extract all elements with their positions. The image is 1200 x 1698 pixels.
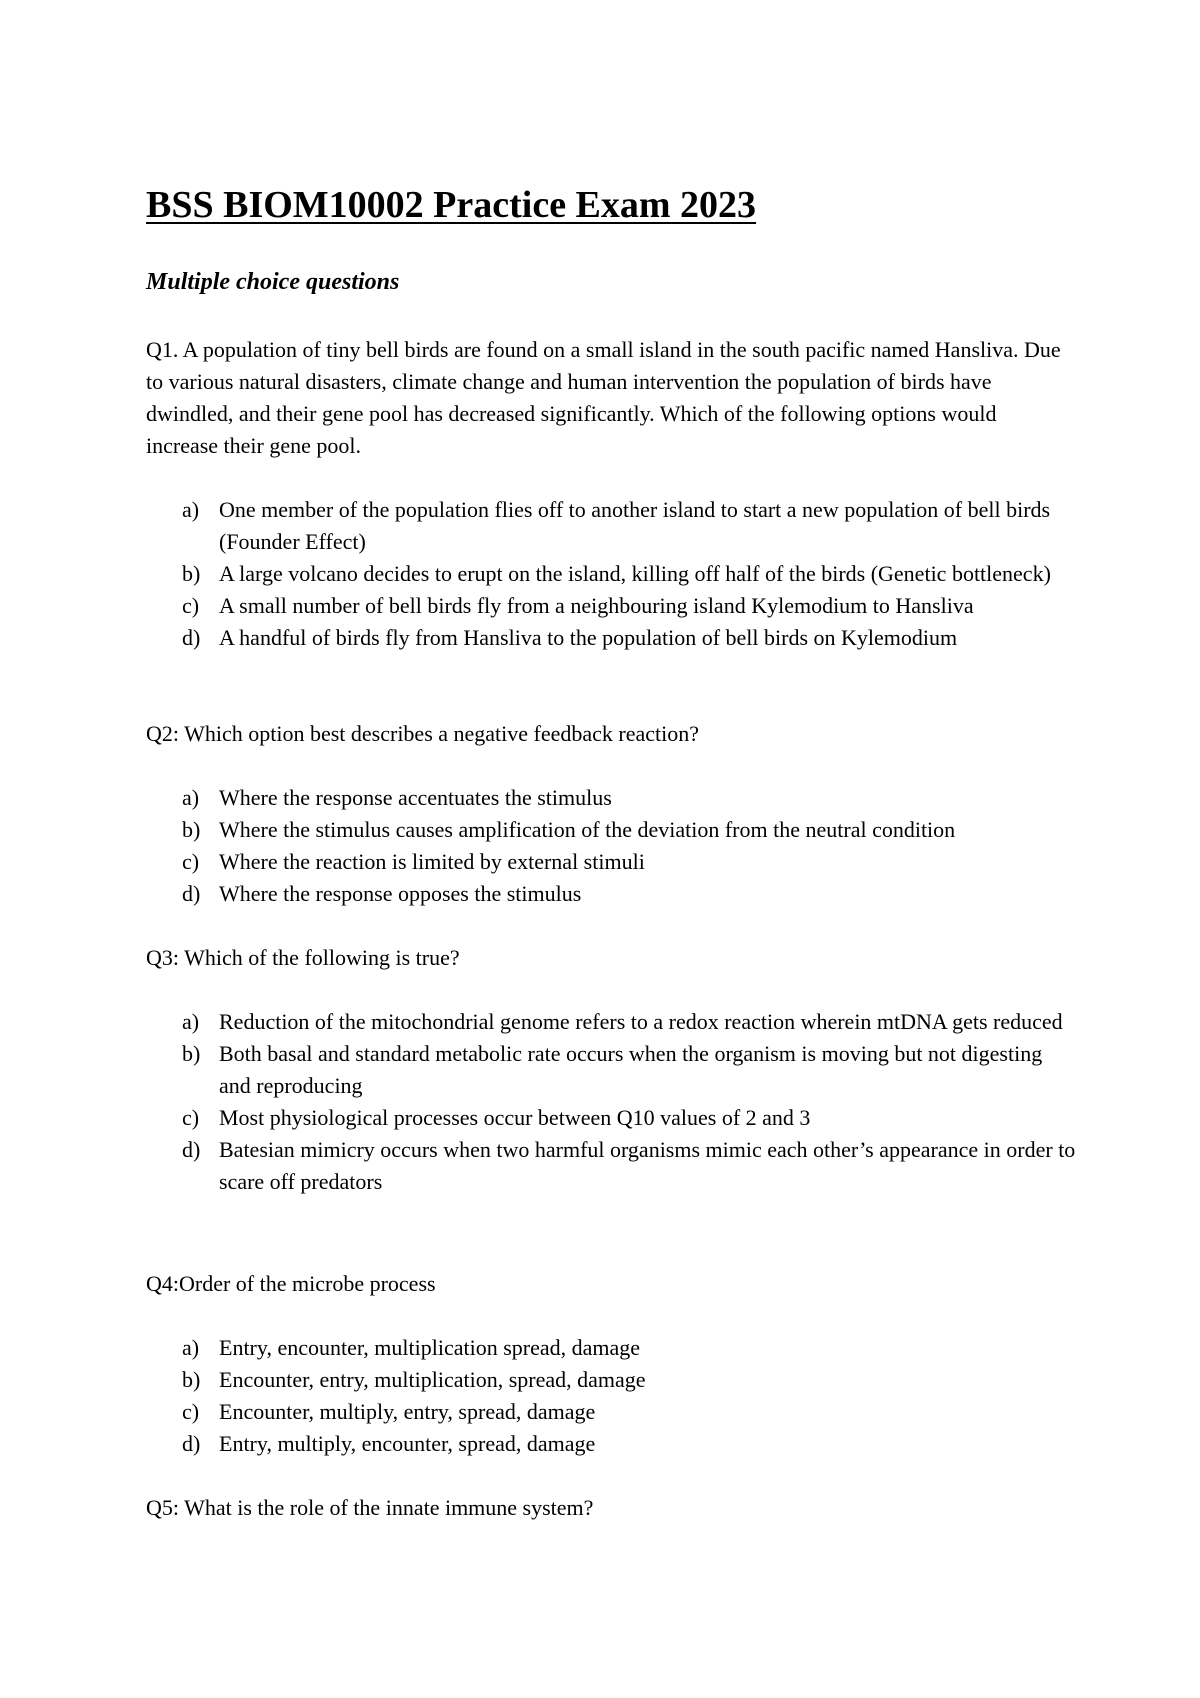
option-letter: a) <box>182 1335 200 1360</box>
option-letter: d) <box>182 881 201 906</box>
option-item <box>146 590 1076 622</box>
option-letter: d) <box>182 1431 201 1456</box>
option-item <box>146 1396 1076 1428</box>
question-1-options <box>146 494 1076 654</box>
option-text: Batesian mimicry occurs when two harmful organisms mimic each other’s appearance in order to scare off predators <box>219 1137 1076 1194</box>
section-heading: Multiple choice questions <box>146 269 400 295</box>
question-3-text: Q3: Which of the following is true? <box>146 945 460 970</box>
option-text: A small number of bell birds fly from a neighbouring island Kylemodium to Hansliva <box>219 593 974 618</box>
option-letter: a) <box>182 1009 200 1034</box>
option-letter: c) <box>182 849 200 874</box>
option-item <box>146 558 1076 590</box>
question-5-text: Q5: What is the role of the innate immune system? <box>146 1495 594 1520</box>
option-item <box>146 622 1076 654</box>
option-letter: c) <box>182 593 200 618</box>
option-letter: d) <box>182 625 201 650</box>
question-3-options <box>146 1006 1076 1198</box>
option-text: Entry, multiply, encounter, spread, damage <box>219 1431 596 1456</box>
option-text: Where the response opposes the stimulus <box>219 881 582 906</box>
question-2-options <box>146 782 1076 910</box>
question-4-text: Q4:Order of the microbe process <box>146 1271 436 1296</box>
document-title: BSS BIOM10002 Practice Exam 2023 <box>146 184 757 226</box>
option-text: Entry, encounter, multiplication spread, damage <box>219 1335 641 1360</box>
option-text: Both basal and standard metabolic rate occurs when the organism is moving but not digesting and reproducing <box>219 1041 1043 1098</box>
option-letter: c) <box>182 1399 200 1424</box>
option-text: Encounter, entry, multiplication, spread, damage <box>219 1367 646 1392</box>
option-text: Encounter, multiply, entry, spread, damage <box>219 1399 596 1424</box>
option-item <box>146 1332 1076 1364</box>
option-item <box>146 878 1076 910</box>
option-item <box>146 494 1076 558</box>
option-item <box>146 1134 1076 1198</box>
option-text: Where the stimulus causes amplification of the deviation from the neutral condition <box>219 817 956 842</box>
option-letter: d) <box>182 1137 201 1162</box>
option-item <box>146 1038 1076 1102</box>
option-text: Most physiological processes occur between Q10 values of 2 and 3 <box>219 1105 811 1130</box>
option-letter: a) <box>182 497 200 522</box>
question-1-text: Q1. A population of tiny bell birds are found on a small island in the south pacific named Hansliva. Due to various natural disasters, climate change and human intervention the population of birds have dwindled, and their gene pool has decreased significantly. Which of the following options would increase their gene pool. <box>146 337 1061 458</box>
option-item <box>146 814 1076 846</box>
option-item <box>146 1102 1076 1134</box>
option-letter: b) <box>182 817 201 842</box>
option-letter: a) <box>182 785 200 810</box>
option-text: A handful of birds fly from Hansliva to the population of bell birds on Kylemodium <box>219 625 958 650</box>
question-4-options <box>146 1332 1076 1460</box>
option-item <box>146 1428 1076 1460</box>
option-text: One member of the population flies off to another island to start a new population of bell birds (Founder Effect) <box>219 497 1051 554</box>
option-text: Where the response accentuates the stimulus <box>219 785 612 810</box>
option-item <box>146 1364 1076 1396</box>
option-text: Where the reaction is limited by external stimuli <box>219 849 645 874</box>
option-text: Reduction of the mitochondrial genome refers to a redox reaction wherein mtDNA gets reduced <box>219 1009 1063 1034</box>
option-item <box>146 1006 1076 1038</box>
option-letter: b) <box>182 1367 201 1392</box>
option-text: A large volcano decides to erupt on the island, killing off half of the birds (Genetic bottleneck) <box>219 561 1051 586</box>
option-letter: b) <box>182 1041 201 1066</box>
option-item <box>146 846 1076 878</box>
option-letter: c) <box>182 1105 200 1130</box>
option-item <box>146 782 1076 814</box>
option-letter: b) <box>182 561 201 586</box>
question-2-text: Q2: Which option best describes a negative feedback reaction? <box>146 721 700 746</box>
